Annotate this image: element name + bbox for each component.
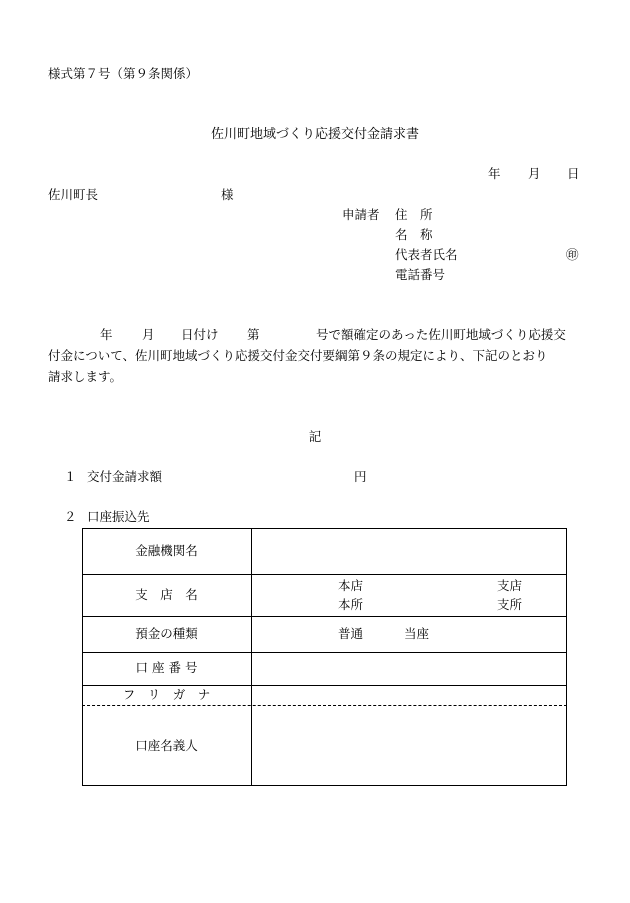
branch-name-label: 支 店 名 [135, 587, 198, 602]
document-title: 佐川町地域づくり応援交付金請求書 [210, 127, 419, 142]
account-number-label: 口 座 番 号 [135, 660, 198, 675]
date-month-label: 月 [528, 166, 541, 181]
ordinary-deposit-option: 普通 [338, 626, 364, 641]
branch-office-option: 支所 [497, 597, 523, 612]
main-office-option: 本所 [338, 597, 364, 612]
head-office-option: 本店 [338, 578, 364, 593]
date-year-label: 年 [488, 166, 501, 181]
body-line1-rest: 号で額確定のあった佐川町地域づくり応援交 [316, 327, 566, 342]
body-line2: 付金について、佐川町地域づくり応援交付金交付要綱第９条の規定により、下記のとおり [48, 348, 548, 363]
item1-number: １ [64, 469, 77, 484]
body-month: 月 [142, 327, 155, 342]
body-year: 年 [100, 327, 113, 342]
addressee-name: 佐川町長 [48, 187, 99, 202]
applicant-address-label: 住 所 [395, 207, 433, 222]
account-holder-label: 口座名義人 [135, 738, 198, 753]
form-number: 様式第７号（第９条関係） [48, 66, 199, 81]
branch-option: 支店 [497, 578, 523, 593]
current-deposit-option: 当座 [404, 626, 430, 641]
date-day-label: 日 [567, 166, 580, 181]
addressee-honorific: 様 [221, 187, 234, 202]
body-line3: 請求します。 [48, 369, 123, 384]
deposit-type-label: 預金の種類 [135, 626, 198, 641]
item1-unit: 円 [354, 469, 367, 484]
applicant-representative-label: 代表者氏名 [395, 247, 458, 262]
furigana-label: フ リ ガ ナ [122, 687, 211, 702]
bank-name-label: 金融機関名 [135, 543, 198, 558]
body-date-suffix: 日付け [181, 327, 219, 342]
applicant-name-label: 名 称 [395, 227, 433, 242]
ki-heading: 記 [308, 429, 322, 444]
applicant-phone-label: 電話番号 [395, 267, 446, 282]
applicant-label: 申請者 [342, 207, 380, 222]
item2-label: 口座振込先 [87, 509, 150, 524]
item2-number: ２ [64, 509, 77, 524]
seal-mark: ㊞ [566, 247, 579, 262]
item1-label: 交付金請求額 [87, 469, 163, 484]
body-number-prefix: 第 [247, 327, 260, 342]
